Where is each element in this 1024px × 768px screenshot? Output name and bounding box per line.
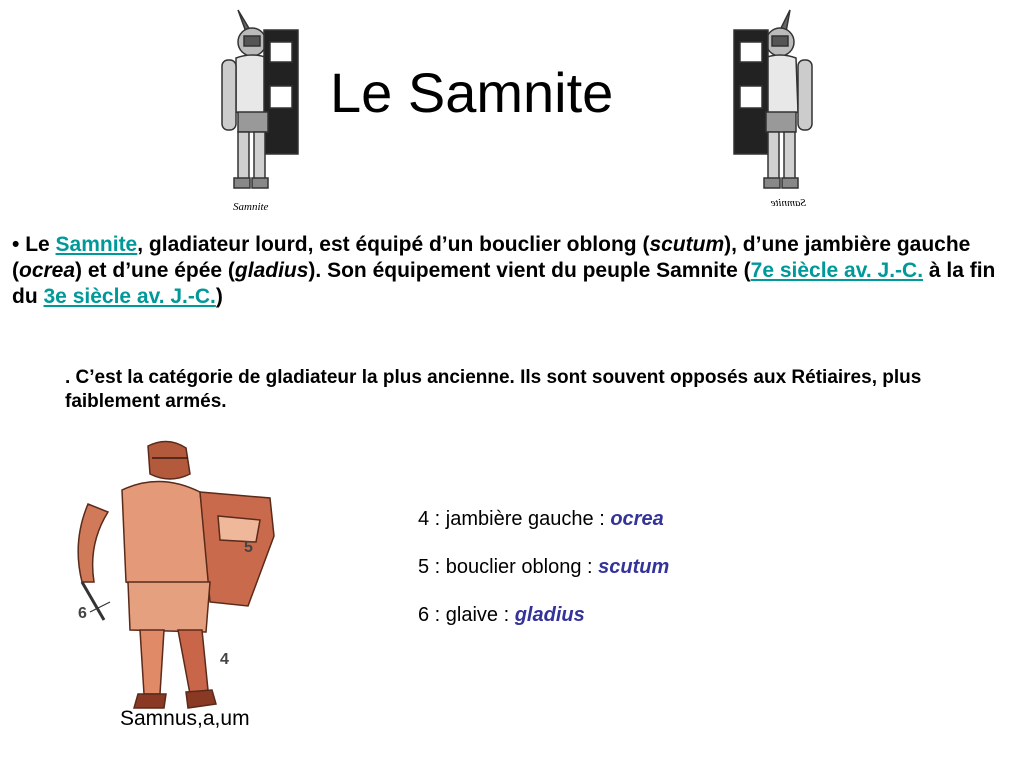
ocrea-term: ocrea bbox=[19, 259, 76, 282]
samnite-link[interactable]: Samnite bbox=[55, 233, 138, 256]
secondary-paragraph: . C’est la catégorie de gladiateur la plus ancienne. Ils sont souvent opposés aux Rétiaires, plus faiblement armés. bbox=[65, 367, 922, 412]
vocab-item bbox=[418, 556, 669, 579]
text-segment: Le bbox=[19, 233, 56, 256]
label-number-5: 5 bbox=[244, 539, 253, 556]
text-segment: à la fin du bbox=[12, 259, 996, 308]
gladius-term: gladius bbox=[234, 259, 309, 282]
label-number-6: 6 bbox=[78, 605, 87, 622]
vocab-item bbox=[418, 604, 585, 627]
scutum-term: scutum bbox=[649, 233, 725, 256]
main-bullet-text bbox=[12, 232, 1012, 310]
text-segment: ) et d’une épée ( bbox=[75, 259, 235, 282]
page-title: Le Samnite bbox=[330, 61, 614, 124]
text-segment: ) bbox=[215, 285, 223, 308]
gladiator-right-label: Samnite bbox=[770, 197, 806, 209]
vocab-item bbox=[418, 508, 664, 531]
vocab-latin: scutum bbox=[598, 556, 670, 578]
samnite-illustration bbox=[60, 432, 310, 732]
3rd-century-link[interactable]: 3e siècle av. J.-C. bbox=[43, 285, 216, 308]
vocab-label: 6 : glaive : bbox=[418, 604, 515, 626]
text-segment: , gladiateur lourd, est équipé d’un bouclier oblong ( bbox=[137, 233, 650, 256]
vocab-latin: ocrea bbox=[610, 508, 664, 530]
text-segment: ). Son équipement vient du peuple Samnite ( bbox=[308, 259, 751, 282]
label-number-4: 4 bbox=[220, 651, 229, 668]
gladiator-left-image bbox=[208, 2, 308, 214]
vocab-label: 4 : jambière gauche : bbox=[418, 508, 611, 530]
vocab-label: 5 : bouclier oblong : bbox=[418, 556, 599, 578]
7th-century-link[interactable]: 7e siècle av. J.-C. bbox=[750, 259, 924, 282]
gladiator-right-image bbox=[728, 2, 828, 214]
gladiator-left-label: Samnite bbox=[233, 201, 269, 213]
vocab-latin: gladius bbox=[514, 604, 585, 626]
bullet-marker: • bbox=[12, 233, 20, 256]
text-segment: ), d’une jambière gauche ( bbox=[12, 233, 971, 282]
caption: Samnus,a,um bbox=[120, 707, 250, 730]
